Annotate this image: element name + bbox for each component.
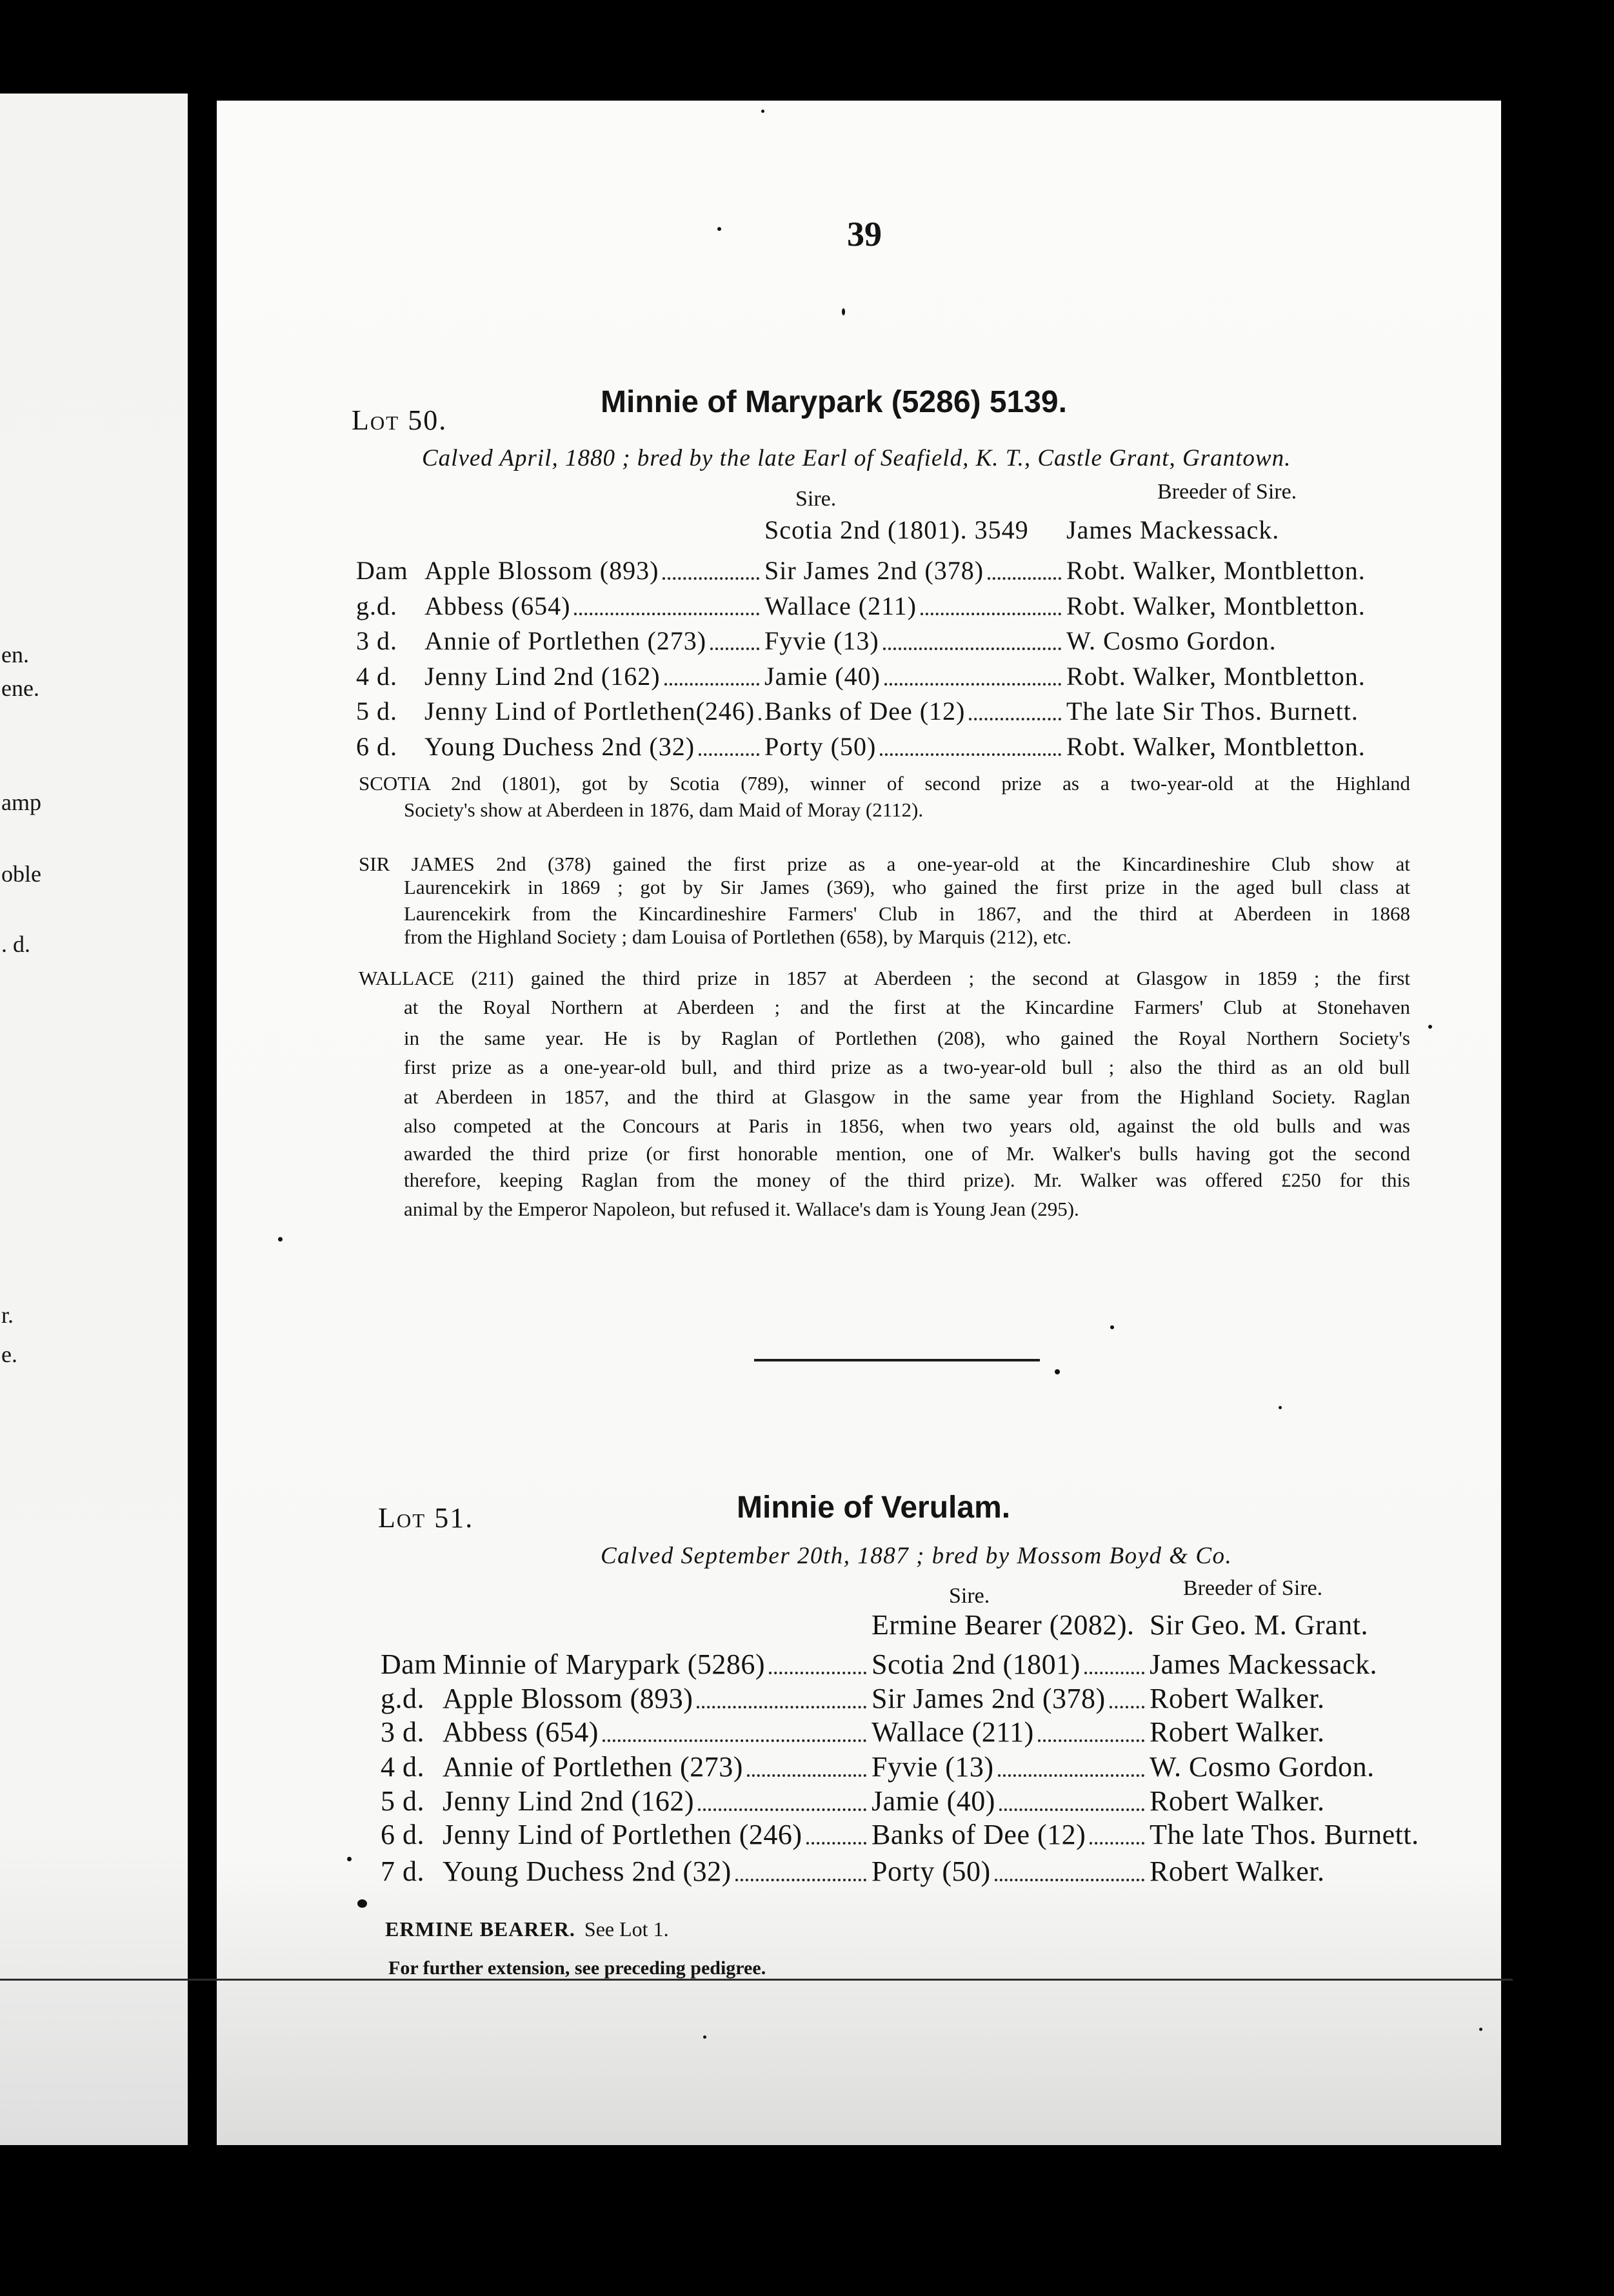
dam-name: Annie of Portlethen (273) — [424, 626, 707, 655]
breeder-name: Robert Walker. — [1150, 1716, 1325, 1748]
calving-details: Calved September 20th, 1887 ; bred by Mossom Boyd & Co. — [601, 1543, 1233, 1569]
note-line: SIR JAMES 2nd (378) gained the first prize as a one-year-old at the Kincardineshire Club show at — [359, 853, 1410, 875]
footnote: For further extension, see preceding pedigree. — [388, 1957, 766, 1979]
dam-name: Jenny Lind 2nd (162) — [424, 662, 661, 691]
sire-name: Fyvie (13) — [764, 626, 879, 655]
breeder-name: Robert Walker. — [1150, 1856, 1325, 1887]
sire-cell — [872, 1818, 1150, 1852]
sire-cell — [764, 731, 1066, 762]
pedigree-row — [356, 555, 1366, 586]
animal-title: Minnie of Marypark (5286) 5139. — [601, 385, 1067, 419]
dam-cell — [443, 1750, 872, 1784]
dot-leader — [710, 648, 759, 650]
scan-speck — [1479, 2028, 1482, 2031]
animal-title: Minnie of Verulam. — [737, 1490, 1011, 1525]
dot-leader — [699, 753, 759, 756]
note-line: WALLACE (211) gained the third prize in 1857 at Aberdeen ; the second at Glasgow in 1859 ; the first — [359, 967, 1410, 989]
sire-cell — [872, 1608, 1150, 1642]
film-edge-line — [0, 1979, 1513, 1981]
sire-name: Jamie (40) — [872, 1785, 995, 1817]
sire-cell — [872, 1855, 1150, 1888]
note-line: therefore, keeping Raglan from the money of the third prize). Mr. Walker was offered £250 for this — [404, 1169, 1410, 1191]
generation-label: 5 d. — [381, 1785, 424, 1817]
sire-name: Sir James 2nd (378) — [764, 556, 984, 585]
pedigree-row — [356, 626, 1277, 657]
sire-name: Sir James 2nd (378) — [872, 1683, 1106, 1714]
sire-name: Wallace (211) — [764, 591, 917, 620]
dam-cell — [424, 731, 764, 762]
generation-label: 6 d. — [356, 732, 397, 761]
section-divider — [754, 1359, 1040, 1361]
dam-cell — [424, 626, 764, 657]
breeder-name: Sir Geo. M. Grant. — [1150, 1609, 1368, 1641]
lot-label: Lot 50. — [352, 404, 448, 436]
breeder-name: Robt. Walker, Montbletton. — [1066, 732, 1366, 761]
dot-leader — [697, 1706, 866, 1708]
sire-name: Fyvie (13) — [872, 1751, 994, 1783]
breeder-name: The late Sir Thos. Burnett. — [1066, 697, 1359, 726]
dam-name: Jenny Lind of Portlethen(246) — [424, 697, 755, 726]
previous-page-fragment — [0, 94, 188, 2145]
generation-label: 4 d. — [381, 1751, 424, 1783]
dam-name: Jenny Lind 2nd (162) — [443, 1785, 695, 1817]
fragment-text: ene. — [1, 675, 39, 701]
note-line: SCOTIA 2nd (1801), got by Scotia (789), winner of second prize as a two-year-old at the Highland — [359, 772, 1410, 795]
pedigree-row — [356, 696, 1359, 727]
generation-label: 6 d. — [381, 1819, 424, 1850]
catalogue-page — [217, 101, 1501, 2145]
dot-leader — [884, 683, 1061, 686]
sire-column-header: Sire. — [795, 487, 837, 511]
generation-label: 5 d. — [356, 697, 397, 726]
breeder-column-header: Breeder of Sire. — [1183, 1576, 1323, 1600]
dam-cell — [424, 661, 764, 692]
dot-leader — [769, 1672, 866, 1674]
scan-speck — [1428, 1025, 1432, 1029]
sire-name: Wallace (211) — [872, 1716, 1034, 1748]
breeder-name: Robt. Walker, Montbletton. — [1066, 591, 1366, 620]
cross-reference-text: See Lot 1. — [584, 1917, 669, 1941]
dot-leader — [664, 683, 759, 686]
dam-cell — [424, 555, 764, 586]
dam-cell — [443, 1716, 872, 1749]
generation-label: 7 d. — [381, 1856, 424, 1887]
dot-leader — [969, 718, 1061, 720]
note-line: in the same year. He is by Raglan of Portlethen (208), who gained the Royal Northern Society's — [404, 1027, 1410, 1049]
scan-speck — [347, 1857, 352, 1861]
generation-label: g.d. — [381, 1683, 424, 1714]
dot-leader — [995, 1879, 1144, 1881]
dot-leader — [921, 613, 1061, 615]
dot-leader — [1090, 1842, 1144, 1845]
scan-speck — [761, 110, 764, 113]
fragment-text: . d. — [1, 931, 30, 957]
generation-label: 3 d. — [356, 626, 397, 655]
dot-leader — [1038, 1739, 1144, 1742]
sire-cell — [764, 661, 1066, 692]
breeder-name: The late Thos. Burnett. — [1150, 1819, 1419, 1850]
sire-cell — [872, 1648, 1150, 1681]
breeder-name: Robert Walker. — [1150, 1785, 1325, 1817]
sire-name: Banks of Dee (12) — [764, 697, 966, 726]
fragment-text: r. — [1, 1302, 14, 1328]
sire-cell — [872, 1716, 1150, 1749]
dam-cell — [443, 1682, 872, 1716]
sire-name: Ermine Bearer (2082). — [872, 1609, 1135, 1641]
dam-cell — [424, 696, 764, 727]
pedigree-row — [381, 1855, 1324, 1888]
generation-label: Dam — [356, 556, 408, 585]
dam-name: Abbess (654) — [443, 1716, 599, 1748]
generation-label: 4 d. — [356, 662, 397, 691]
scan-speck — [1279, 1406, 1282, 1409]
fragment-text: en. — [1, 642, 29, 668]
breeder-name: James Mackessack. — [1150, 1648, 1378, 1680]
fragment-text: oble — [1, 861, 41, 887]
sire-cell — [764, 555, 1066, 586]
dot-leader — [883, 648, 1061, 650]
dot-leader — [806, 1842, 866, 1845]
note-line: Laurencekirk from the Kincardineshire Farmers' Club in 1867, and the third at Aberdeen in 1868 — [404, 902, 1410, 925]
lot-label: Lot 51. — [378, 1502, 474, 1534]
note-line: animal by the Emperor Napoleon, but refused it. Wallace's dam is Young Jean (295). — [404, 1198, 1079, 1220]
calving-details: Calved April, 1880 ; bred by the late Earl of Seafield, K. T., Castle Grant, Grantown. — [422, 445, 1291, 471]
pedigree-row — [381, 1648, 1377, 1681]
fragment-text: e. — [1, 1341, 17, 1367]
pedigree-row — [356, 731, 1366, 762]
dot-leader — [1084, 1672, 1144, 1674]
breeder-name: Robert Walker. — [1150, 1683, 1325, 1714]
sire-cell — [872, 1682, 1150, 1716]
dot-leader — [603, 1739, 866, 1742]
pedigree-row — [381, 1716, 1324, 1749]
sire-cell — [764, 696, 1066, 727]
breeder-name: W. Cosmo Gordon. — [1066, 626, 1277, 655]
dot-leader — [998, 1774, 1144, 1777]
dot-leader — [574, 613, 759, 615]
sire-column-header: Sire. — [949, 1584, 990, 1608]
sire-name: Porty (50) — [872, 1856, 991, 1887]
cross-reference-name: ERMINE BEARER. — [385, 1917, 575, 1941]
scan-speck — [1055, 1369, 1060, 1374]
pedigree-row — [356, 591, 1366, 622]
sire-name: Scotia 2nd (1801) — [872, 1648, 1081, 1680]
dam-name: Apple Blossom (893) — [443, 1683, 693, 1714]
note-line: from the Highland Society ; dam Louisa of Portlethen (658), by Marquis (212), etc. — [404, 925, 1071, 948]
scan-speck — [357, 1899, 367, 1908]
generation-label: Dam — [381, 1648, 437, 1680]
dot-leader — [999, 1808, 1144, 1811]
dot-leader — [880, 753, 1061, 756]
dot-leader — [1110, 1706, 1144, 1708]
cross-reference — [385, 1917, 669, 1941]
dot-leader — [747, 1774, 866, 1777]
pedigree-row — [356, 661, 1366, 692]
dam-name: Jenny Lind of Portlethen (246) — [443, 1819, 802, 1850]
breeder-column-header: Breeder of Sire. — [1157, 480, 1297, 504]
sire-cell — [872, 1785, 1150, 1818]
generation-label: g.d. — [356, 591, 397, 620]
page-number: 39 — [847, 215, 882, 253]
sire-row — [381, 1608, 1368, 1642]
scan-speck — [717, 227, 721, 231]
dam-name: Young Duchess 2nd (32) — [424, 732, 695, 761]
sire-name: Jamie (40) — [764, 662, 881, 691]
breeder-name: W. Cosmo Gordon. — [1150, 1751, 1375, 1783]
scan-speck — [703, 2035, 706, 2039]
note-line: at Aberdeen in 1857, and the third at Glasgow in the same year from the Highland Society. Raglan — [404, 1085, 1410, 1108]
pedigree-row — [381, 1785, 1324, 1818]
dam-cell — [424, 591, 764, 622]
dam-name: Annie of Portlethen (273) — [443, 1751, 743, 1783]
note-line: Laurencekirk in 1869 ; got by Sir James (369), who gained the first prize in the aged bull class at — [404, 876, 1410, 898]
note-line: at the Royal Northern at Aberdeen ; and the first at the Kincardine Farmers' Club at Stonehaven — [404, 996, 1410, 1018]
sire-name: Banks of Dee (12) — [872, 1819, 1086, 1850]
generation-label: 3 d. — [381, 1716, 424, 1748]
dam-cell — [443, 1855, 872, 1888]
sire-cell — [764, 515, 1066, 546]
sire-cell — [764, 626, 1066, 657]
breeder-name: Robt. Walker, Montbletton. — [1066, 556, 1366, 585]
note-line: also competed at the Concours at Paris in 1856, when two years old, against the old bulls and was — [404, 1114, 1410, 1137]
dot-leader — [735, 1879, 866, 1881]
sire-name: Scotia 2nd (1801). 3549 — [764, 515, 1029, 544]
scan-speck — [278, 1237, 283, 1242]
breeder-name: Robt. Walker, Montbletton. — [1066, 662, 1366, 691]
pedigree-row — [381, 1682, 1324, 1716]
dot-leader — [663, 577, 759, 580]
breeder-name: James Mackessack. — [1066, 515, 1280, 544]
note-line: first prize as a one-year-old bull, and third prize as a two-year-old bull ; also the third as an old bull — [404, 1056, 1410, 1078]
sire-name: Porty (50) — [764, 732, 877, 761]
fragment-text: amp — [1, 789, 41, 815]
scan-speck — [842, 308, 845, 315]
scan-speck — [1110, 1325, 1114, 1329]
dam-cell — [443, 1648, 872, 1681]
dam-name: Abbess (654) — [424, 591, 571, 620]
pedigree-row — [381, 1750, 1375, 1784]
sire-row — [356, 515, 1279, 546]
note-line: awarded the third prize (or first honorable mention, one of Mr. Walker's bulls having got the second — [404, 1142, 1410, 1165]
sire-cell — [764, 591, 1066, 622]
dam-cell — [443, 1785, 872, 1818]
dam-name: Apple Blossom (893) — [424, 556, 659, 585]
dam-name: Young Duchess 2nd (32) — [443, 1856, 732, 1887]
dot-leader — [698, 1808, 866, 1811]
dot-leader — [988, 577, 1061, 580]
note-line: Society's show at Aberdeen in 1876, dam Maid of Moray (2112). — [404, 798, 924, 821]
sire-cell — [872, 1750, 1150, 1784]
dam-name: Minnie of Marypark (5286) — [443, 1648, 766, 1680]
dam-cell — [443, 1818, 872, 1852]
pedigree-row — [381, 1818, 1419, 1852]
